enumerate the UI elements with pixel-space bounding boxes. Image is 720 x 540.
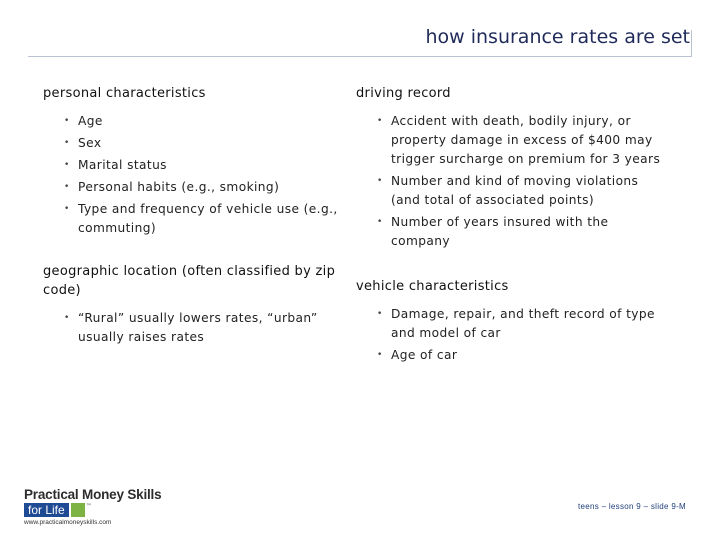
logo-line2 bbox=[24, 503, 164, 517]
bullet-icon: • bbox=[377, 350, 383, 360]
bullet-icon: • bbox=[64, 116, 70, 126]
bullet-icon: • bbox=[377, 217, 383, 227]
title-divider-tick bbox=[691, 30, 692, 57]
geographic-list bbox=[43, 309, 338, 347]
logo-trademark: ™ bbox=[85, 503, 92, 510]
logo-url: www.practicalmoneyskills.com bbox=[24, 519, 112, 526]
practical-money-skills-logo bbox=[24, 488, 164, 528]
driving-record-list bbox=[356, 112, 666, 251]
list-item: • Number and kind of moving violations (and total of associated points) bbox=[377, 174, 639, 207]
list-item: • Marital status bbox=[64, 156, 338, 175]
bullet-icon: • bbox=[64, 182, 70, 192]
bullet-icon: • bbox=[64, 204, 70, 214]
section-heading-personal: personal characteristics bbox=[43, 86, 206, 101]
title-divider bbox=[28, 56, 692, 57]
slide-footer: teens – lesson 9 – slide 9-M bbox=[577, 502, 686, 511]
vehicle-list bbox=[356, 305, 666, 365]
bullet-icon: • bbox=[64, 313, 70, 323]
logo-green-square-icon bbox=[71, 503, 85, 517]
list-item: • Age of car bbox=[377, 346, 666, 365]
list-item: • Number of years insured with the company bbox=[377, 215, 609, 248]
list-item: • Damage, repair, and theft record of type and model of car bbox=[377, 307, 655, 340]
bullet-icon: • bbox=[377, 309, 383, 319]
bullet-icon: • bbox=[64, 160, 70, 170]
bullet-icon: • bbox=[64, 138, 70, 148]
personal-list bbox=[43, 112, 338, 238]
left-column bbox=[43, 84, 338, 350]
list-item: • Age bbox=[64, 112, 338, 131]
logo-for-life: for Life bbox=[24, 503, 69, 517]
section-heading-driving-record: driving record bbox=[356, 86, 451, 101]
bullet-icon: • bbox=[377, 176, 383, 186]
list-item: • Type and frequency of vehicle use (e.g., commuting) bbox=[64, 202, 338, 235]
bullet-icon: • bbox=[377, 116, 383, 126]
logo-line1: Practical Money Skills bbox=[24, 487, 162, 502]
list-item: • Sex bbox=[64, 134, 338, 153]
list-item: • Accident with death, bodily injury, or property damage in excess of $400 may trigger surcharge on premium for 3 years bbox=[377, 114, 661, 166]
slide-title: how insurance rates are set bbox=[425, 26, 690, 48]
list-item: • “Rural” usually lowers rates, “urban” usually raises rates bbox=[64, 311, 318, 344]
section-heading-geographic: geographic location (often classified by zip code) bbox=[43, 264, 336, 298]
right-column bbox=[356, 84, 666, 368]
section-heading-vehicle: vehicle characteristics bbox=[356, 279, 509, 294]
list-item: • Personal habits (e.g., smoking) bbox=[64, 178, 338, 197]
